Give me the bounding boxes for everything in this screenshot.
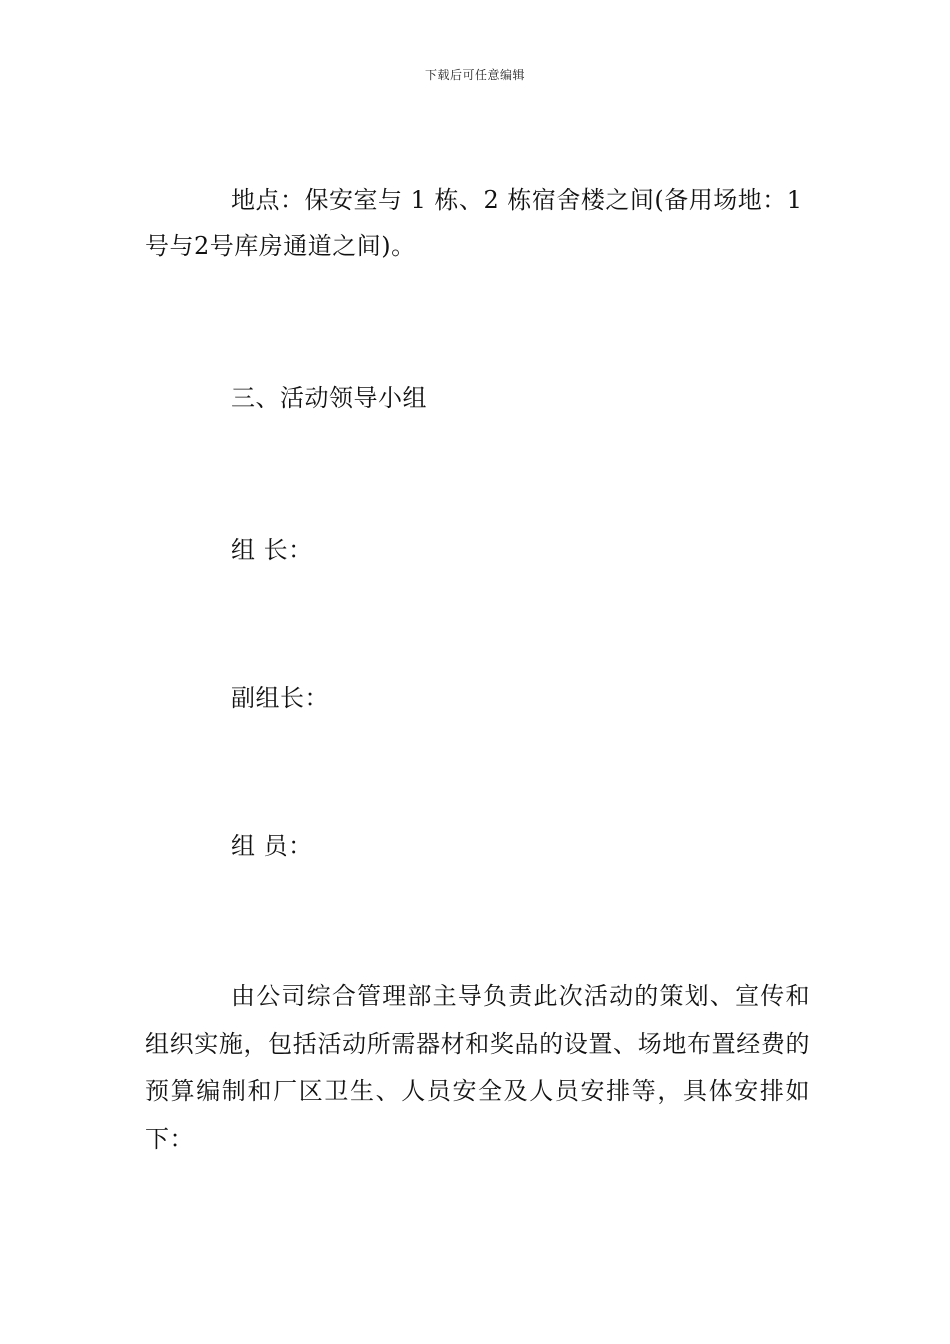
section-heading: 三、活动领导小组: [231, 384, 427, 412]
location-paragraph: 地点：保安室与 1 栋、2 栋宿舍楼之间(备用场地：1号与2号库房通道之间)。: [145, 186, 803, 260]
leader-line: 组 长：: [231, 536, 313, 564]
body-paragraph: 由公司综合管理部主导负责此次活动的策划、宣传和组织实施，包括活动所需器材和奖品的设置、场地布置经费的预算编制和厂区卫生、人员安全及人员安排等，具体安排如下：: [145, 982, 810, 1153]
deputy-leader-line: 副组长：: [231, 684, 329, 712]
members-line: 组 员：: [231, 832, 313, 860]
page-header-note: 下载后可任意编辑: [424, 68, 525, 82]
